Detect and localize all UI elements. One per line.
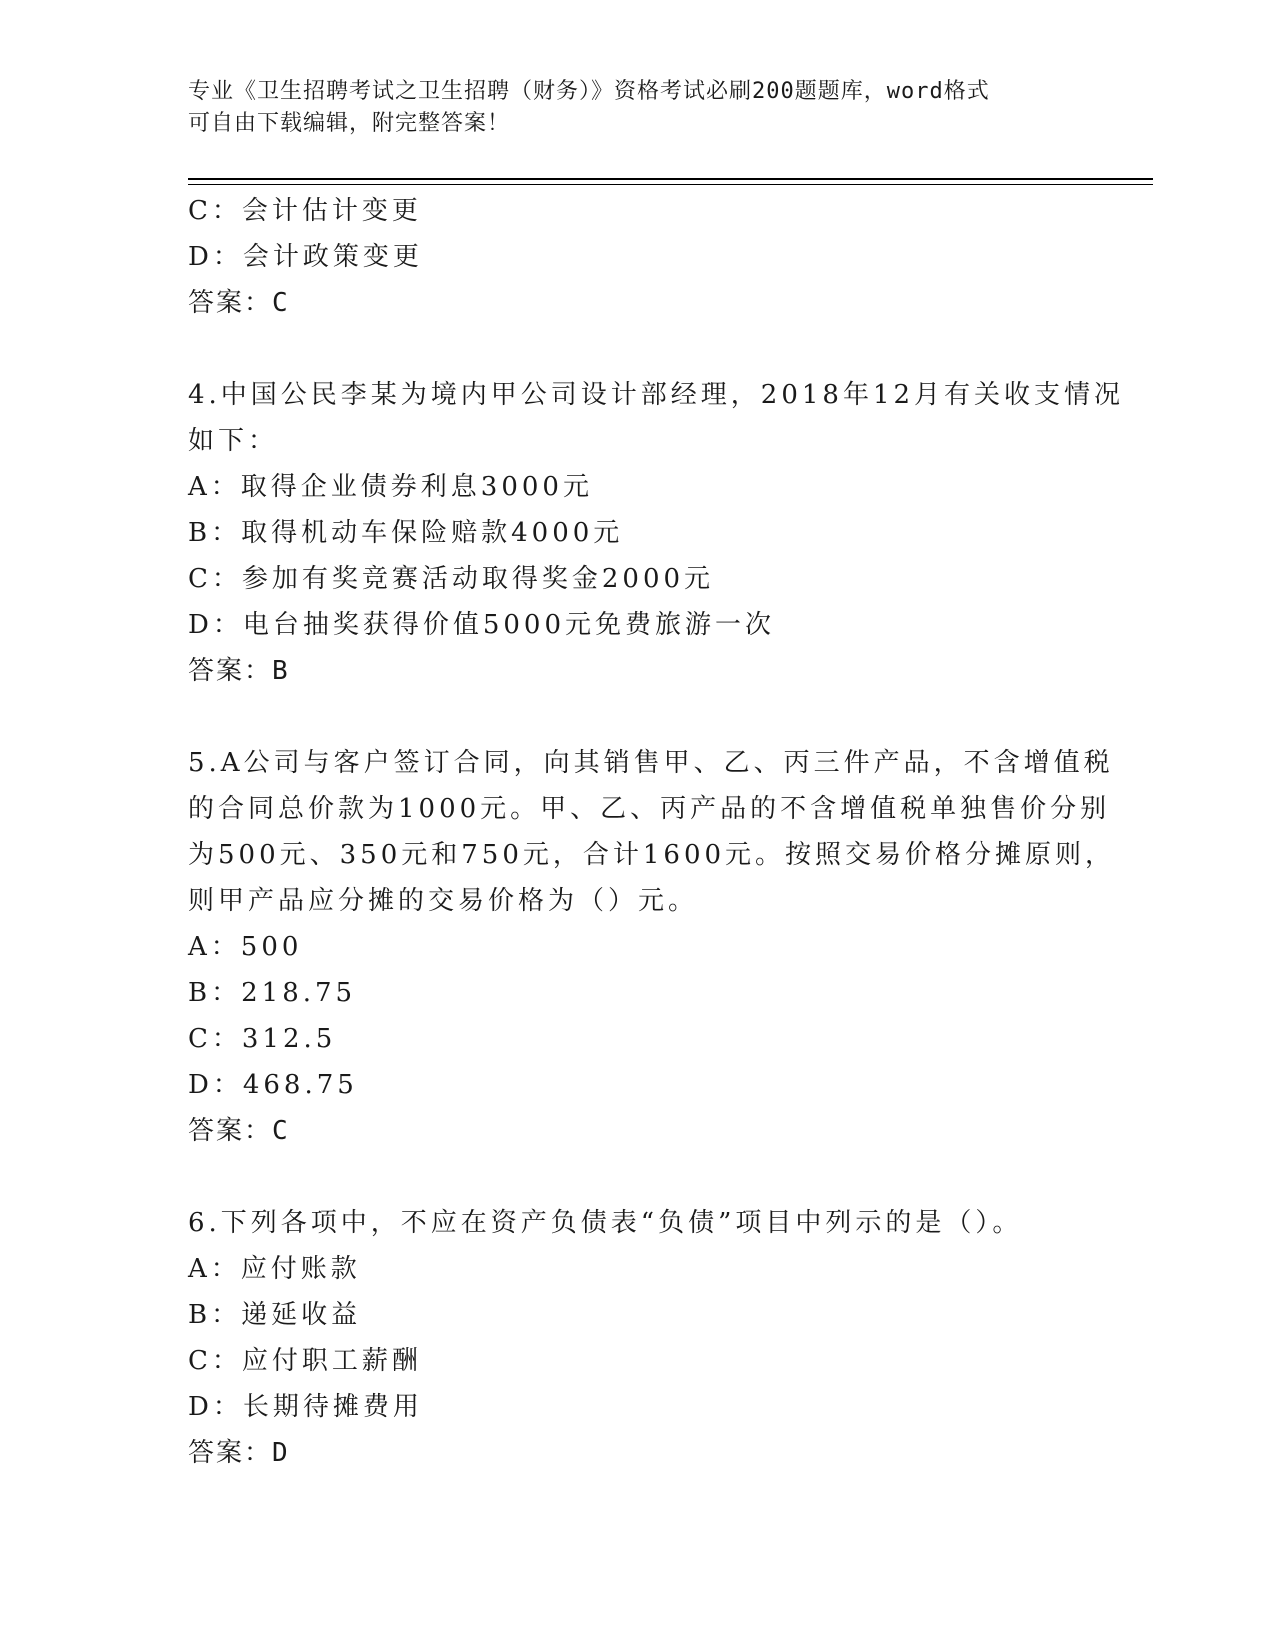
- question-3: [188, 188, 1088, 326]
- option-b: B：取得机动车保险赔款4000元: [188, 518, 624, 548]
- question-stem: 为500元、350元和750元，合计1600元。按照交易价格分摊原则，: [188, 840, 1116, 870]
- option-d: D：468.75: [188, 1070, 358, 1100]
- question-6: [188, 1200, 1088, 1476]
- option-b: B：218.75: [188, 978, 357, 1008]
- spacer: [188, 1154, 1088, 1200]
- question-stem: 的合同总价款为1000元。甲、乙、丙产品的不含增值税单独售价分别: [188, 794, 1111, 824]
- answer: 答案：D: [188, 1438, 290, 1468]
- option-c: C：应付职工薪酬: [188, 1346, 422, 1376]
- answer: 答案：B: [188, 656, 290, 686]
- header-line-2: 可自由下载编辑，附完整答案！: [188, 111, 511, 136]
- question-stem: 5.A公司与客户签订合同，向其销售甲、乙、丙三件产品，不含增值税: [188, 748, 1114, 778]
- answer: 答案：C: [188, 1116, 290, 1146]
- spacer: [188, 326, 1088, 372]
- question-5: [188, 740, 1116, 1154]
- question-stem: 4.中国公民李某为境内甲公司设计部经理，2018年12月有关收支情况: [188, 380, 1125, 410]
- option-c: C：参加有奖竞赛活动取得奖金2000元: [188, 564, 715, 594]
- question-stem: 6.下列各项中，不应在资产负债表“负债”项目中列示的是（）。: [188, 1208, 1023, 1238]
- option-a: A：取得企业债券利息3000元: [188, 472, 593, 502]
- header-line-1: 专业《卫生招聘考试之卫生招聘（财务）》资格考试必刷200题题库，word格式: [188, 79, 990, 104]
- spacer: [188, 694, 1088, 740]
- header-divider-thick: [188, 178, 1153, 180]
- header-divider-thin: [188, 184, 1153, 185]
- option-b: B：递延收益: [188, 1300, 362, 1330]
- question-list: [188, 188, 1125, 1476]
- option-d: D：会计政策变更: [188, 242, 423, 272]
- option-c: C：会计估计变更: [188, 196, 422, 226]
- option-c: C：312.5: [188, 1024, 337, 1054]
- document-header: [188, 76, 1068, 140]
- option-a: A：500: [188, 932, 303, 962]
- question-4: [188, 372, 1125, 694]
- answer: 答案：C: [188, 288, 290, 318]
- option-a: A：应付账款: [188, 1254, 361, 1284]
- question-stem: 如下：: [188, 426, 279, 456]
- option-d: D：电台抽奖获得价值5000元免费旅游一次: [188, 610, 776, 640]
- question-stem: 则甲产品应分摊的交易价格为（）元。: [188, 886, 699, 916]
- option-d: D：长期待摊费用: [188, 1392, 423, 1422]
